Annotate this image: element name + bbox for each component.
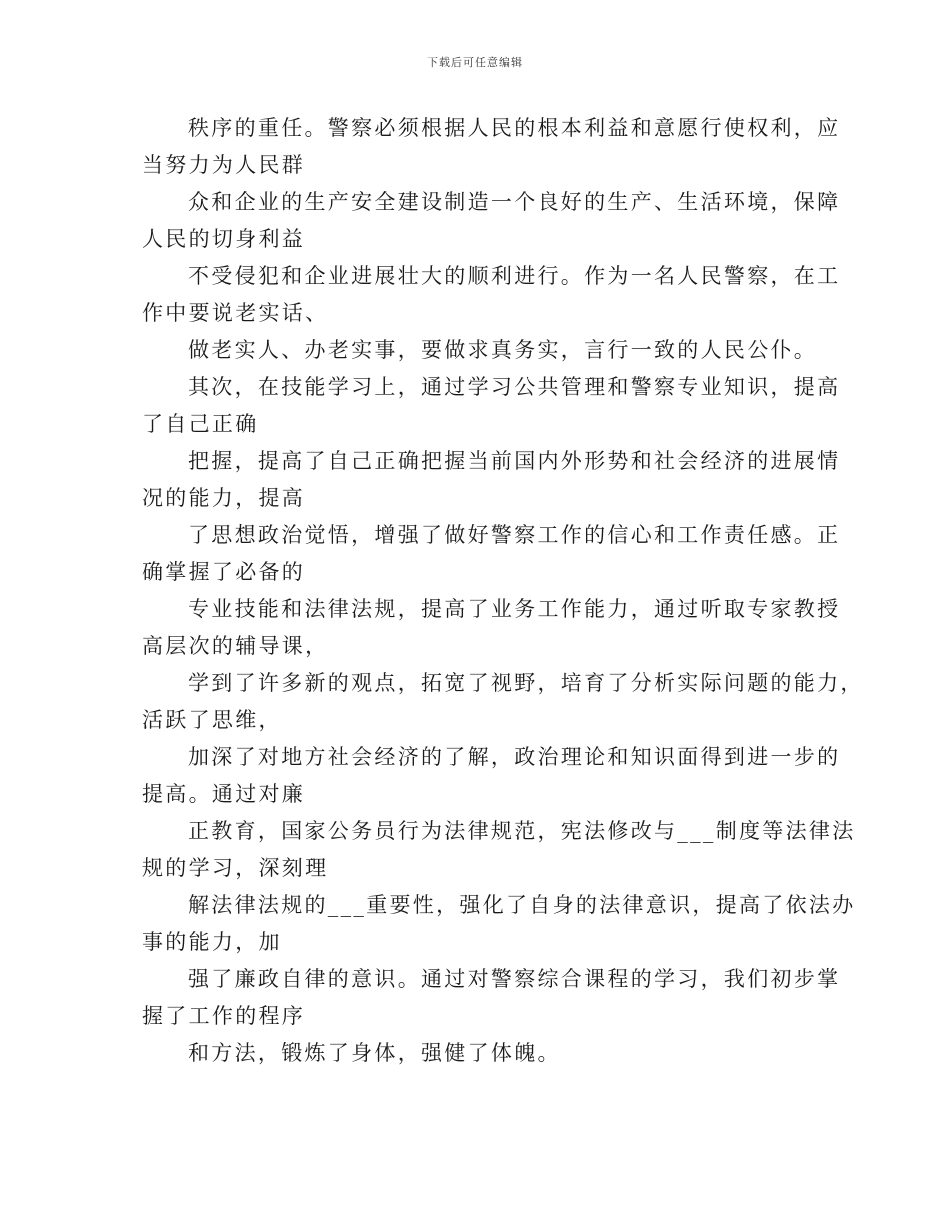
paragraph-line: 事的能力，加 xyxy=(142,930,282,954)
paragraph-line: 活跃了思维， xyxy=(142,708,282,732)
paragraph-line: 加深了对地方社会经济的了解，政治理论和知识面得到进一步的 xyxy=(188,745,841,769)
paragraph xyxy=(142,665,864,739)
paragraph xyxy=(142,258,841,332)
paragraph xyxy=(142,332,822,369)
paragraph-line: 秩序的重任。警察必须根据人民的根本利益和意愿行使权利，应 xyxy=(188,116,841,140)
paragraph xyxy=(142,517,841,591)
paragraph xyxy=(142,961,841,1035)
paragraph-line: 确掌握了必备的 xyxy=(142,560,306,584)
paragraph-line: 高层次的辅导课， xyxy=(142,634,329,658)
paragraph xyxy=(142,813,856,887)
paragraph-line: 强了廉政自律的意识。通过对警察综合课程的学习，我们初步掌 xyxy=(188,967,841,991)
paragraph-line: 规的学习，深刻理 xyxy=(142,856,329,880)
paragraph-line: 人民的切身利益 xyxy=(142,227,306,251)
paragraph-line: 提高。通过对廉 xyxy=(142,782,306,806)
paragraph-line: 和方法，锻炼了身体，强健了体魄。 xyxy=(188,1041,561,1065)
paragraph-line: 正教育，国家公务员行为法律规范，宪法修改与___制度等法律法 xyxy=(188,819,856,843)
paragraph-line: 况的能力，提高 xyxy=(142,486,306,510)
paragraph-line: 众和企业的生产安全建设制造一个良好的生产、生活环境，保障 xyxy=(188,190,841,214)
paragraph-line: 握了工作的程序 xyxy=(142,1004,306,1028)
body-text xyxy=(142,110,864,1072)
paragraph-line: 学到了许多新的观点，拓宽了视野，培育了分析实际问题的能力， xyxy=(188,671,864,695)
paragraph-line: 不受侵犯和企业进展壮大的顺利进行。作为一名人民警察，在工 xyxy=(188,264,841,288)
paragraph-line: 作中要说老实话、 xyxy=(142,301,329,325)
paragraph xyxy=(142,1035,822,1072)
paragraph-line: 当努力为人民群 xyxy=(142,153,306,177)
paragraph-line: 其次，在技能学习上，通过学习公共管理和警察专业知识，提高 xyxy=(188,375,841,399)
paragraph-line: 做老实人、办老实事，要做求真务实，言行一致的人民公仆。 xyxy=(188,338,818,362)
paragraph-line: 把握，提高了自己正确把握当前国内外形势和社会经济的进展情 xyxy=(188,449,841,473)
paragraph xyxy=(142,184,841,258)
paragraph xyxy=(142,443,841,517)
paragraph xyxy=(142,369,841,443)
paragraph xyxy=(142,110,841,184)
paragraph-line: 了思想政治觉悟，增强了做好警察工作的信心和工作责任感。正 xyxy=(188,523,841,547)
paragraph xyxy=(142,591,841,665)
paragraph-line: 了自己正确 xyxy=(142,412,259,436)
paragraph-line: 专业技能和法律法规，提高了业务工作能力，通过听取专家教授 xyxy=(188,597,841,621)
paragraph xyxy=(142,887,856,961)
paragraph xyxy=(142,739,841,813)
header-note: 下载后可任意编辑 xyxy=(427,56,523,69)
paragraph-line: 解法律法规的___重要性，强化了自身的法律意识，提高了依法办 xyxy=(188,893,856,917)
